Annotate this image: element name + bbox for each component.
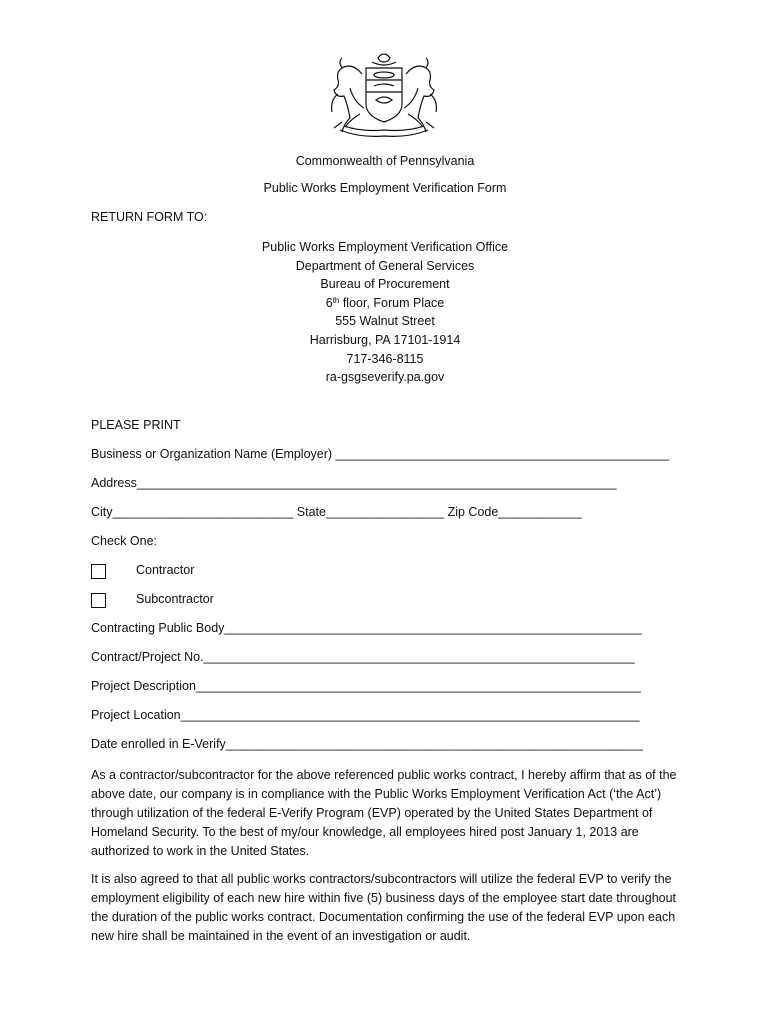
office-phone: 717-346-8115: [346, 351, 424, 366]
employer-name-field[interactable]: Business or Organization Name (Employer) ________________________________________________: [91, 447, 670, 461]
contractor-checkbox[interactable]: [91, 564, 106, 579]
city-state-zip-row: [91, 505, 582, 519]
office-bureau: Bureau of Procurement: [320, 277, 450, 292]
office-city: Harrisburg, PA 17101-1914: [309, 332, 461, 347]
office-email: ra-gsgseverify.pa.gov: [325, 370, 445, 385]
project-location-field[interactable]: Project Location__________________________________________________________________: [91, 708, 640, 722]
state-field[interactable]: State_________________: [293, 505, 445, 519]
city-field[interactable]: City__________________________: [91, 505, 294, 519]
affirmation-paragraph: As a contractor/subcontractor for the above referenced public works contract, I hereby affirm that as of the above date, our company is in compliance with the Public Works Employment Verification Act (‘the Act’) through utilization of the federal E-Verify Program (EVP) operated by the United States Department of Homeland Security. To the best of my/our knowledge, all employees hired post January 1, 2013 are authorized to work in the United States.: [91, 768, 677, 858]
office-floor: 6th floor, Forum Place: [325, 295, 445, 310]
pennsylvania-seal-icon: [320, 48, 448, 144]
address-field[interactable]: Address_____________________________________________________________________: [91, 476, 617, 490]
office-street: 555 Walnut Street: [335, 314, 435, 329]
zip-code-field[interactable]: Zip Code____________: [444, 505, 582, 519]
office-name: Public Works Employment Verification Office: [261, 240, 509, 254]
date-enrolled-everify-field[interactable]: Date enrolled in E-Verify____________________________________________________________: [91, 737, 643, 751]
contractor-option-label: Contractor: [136, 563, 195, 577]
subcontractor-checkbox[interactable]: [91, 593, 106, 608]
contract-project-number-field[interactable]: Contract/Project No.______________________________________________________________: [91, 650, 635, 664]
please-print-label: PLEASE PRINT: [91, 418, 181, 432]
form-title: Public Works Employment Verification Form: [263, 181, 507, 195]
check-one-label: Check One:: [91, 534, 158, 548]
office-department: Department of General Services: [295, 258, 475, 273]
return-form-label: RETURN FORM TO:: [91, 210, 208, 224]
contracting-public-body-field[interactable]: Contracting Public Body____________________________________________________________: [91, 621, 642, 635]
office-address-block: [0, 238, 770, 387]
project-description-field[interactable]: Project Description________________________________________________________________: [91, 679, 641, 693]
page-title: Commonwealth of Pennsylvania: [295, 154, 475, 168]
agreement-paragraph: It is also agreed to that all public works contractors/subcontractors will utilize the federal EVP to verify the employment eligibility of each new hire within five (5) business days of the employee start date throughout the duration of the public works contract. Documentation confirming the use of the federal EVP upon each new hire shall be maintained in the event of an investigation or audit.: [91, 872, 677, 943]
subcontractor-option-label: Subcontractor: [136, 592, 214, 606]
